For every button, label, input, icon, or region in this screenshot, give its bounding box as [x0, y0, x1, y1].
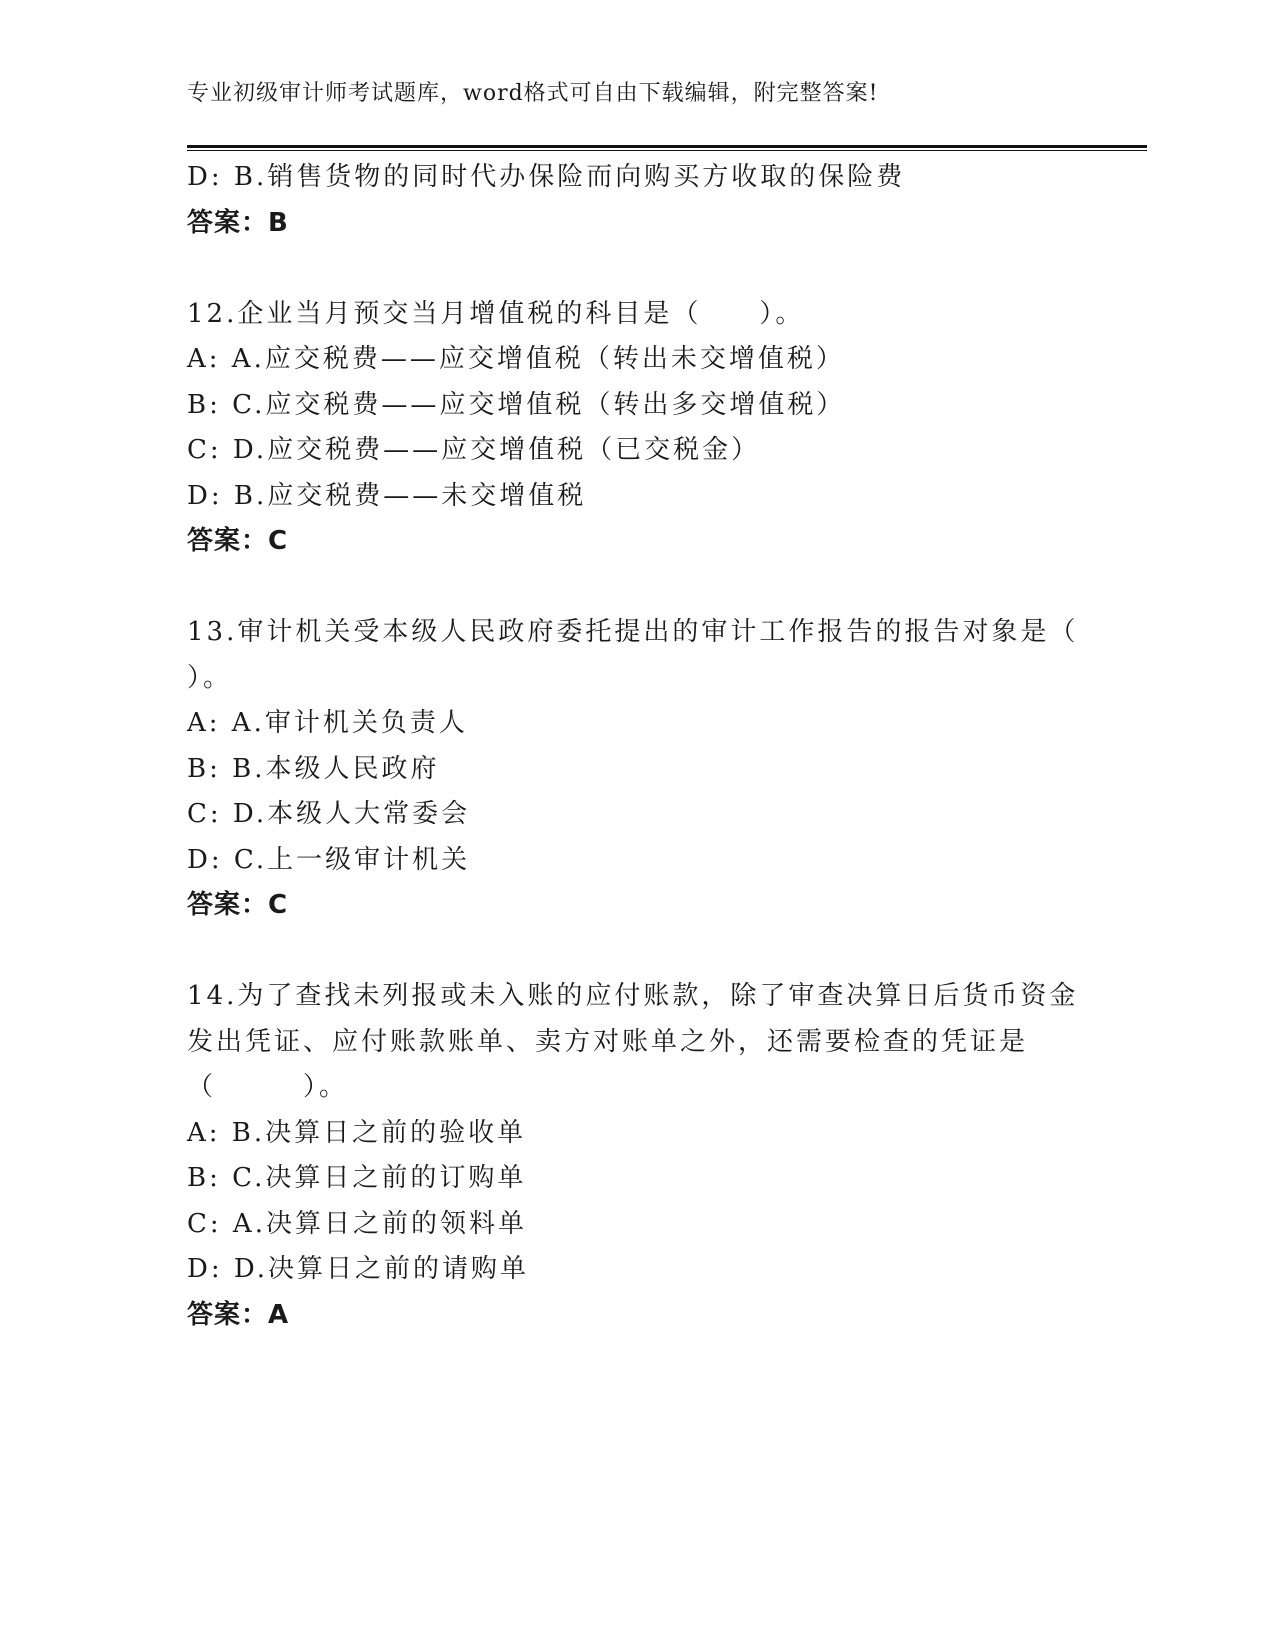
question-stem-continued: 发出凭证、应付账款账单、卖方对账单之外，还需要检查的凭证是: [187, 1026, 1029, 1057]
answer: 答案：C: [187, 526, 289, 556]
question-14: [187, 974, 1147, 1338]
option-b: B: C.决算日之前的订购单: [187, 1163, 527, 1193]
question-stem: 14.为了查找未列报或未入账的应付账款，除了审查决算日后货币资金: [187, 981, 1079, 1011]
option-a: A: B.决算日之前的验收单: [187, 1117, 527, 1148]
option-b: B: B.本级人民政府: [187, 753, 440, 784]
previous-question-tail: [187, 155, 1147, 246]
option-a: A: A.审计机关负责人: [187, 708, 468, 738]
answer: 答案：A: [187, 1299, 290, 1330]
question-stem: 12.企业当月预交当月增值税的科目是（ ）。: [187, 298, 805, 329]
option-c: C: A.决算日之前的领料单: [187, 1208, 527, 1239]
answer: 答案：C: [187, 890, 289, 920]
question-stem-continued: ）。: [187, 662, 233, 693]
question-stem: 13.审计机关受本级人民政府委托提出的审计工作报告的报告对象是（: [187, 617, 1079, 647]
answer: 答案：B: [187, 207, 289, 238]
question-12: [187, 292, 1147, 565]
option-d: D: C.上一级审计机关: [187, 844, 471, 875]
option-b: B: C.应交税费——应交增值税（转出多交增值税）: [187, 389, 846, 420]
header-rule-thin: [187, 150, 1147, 151]
page-header: 专业初级审计师考试题库，word格式可自由下载编辑，附完整答案!: [187, 81, 879, 106]
question-13: [187, 610, 1147, 929]
option-d: D: B.应交税费——未交增值税: [187, 480, 587, 511]
question-stem-continued: （ ）。: [187, 1072, 349, 1102]
question-list: [187, 155, 1147, 1338]
option-a: A: A.应交税费——应交增值税（转出未交增值税）: [187, 344, 845, 374]
option-d: D: B.销售货物的同时代办保险而向购买方收取的保险费: [187, 162, 906, 192]
header-rule-thick: [187, 145, 1147, 148]
option-d: D: D.决算日之前的请购单: [187, 1254, 530, 1284]
option-c: C: D.本级人大常委会: [187, 799, 471, 829]
option-c: C: D.应交税费——应交增值税（已交税金）: [187, 435, 761, 465]
